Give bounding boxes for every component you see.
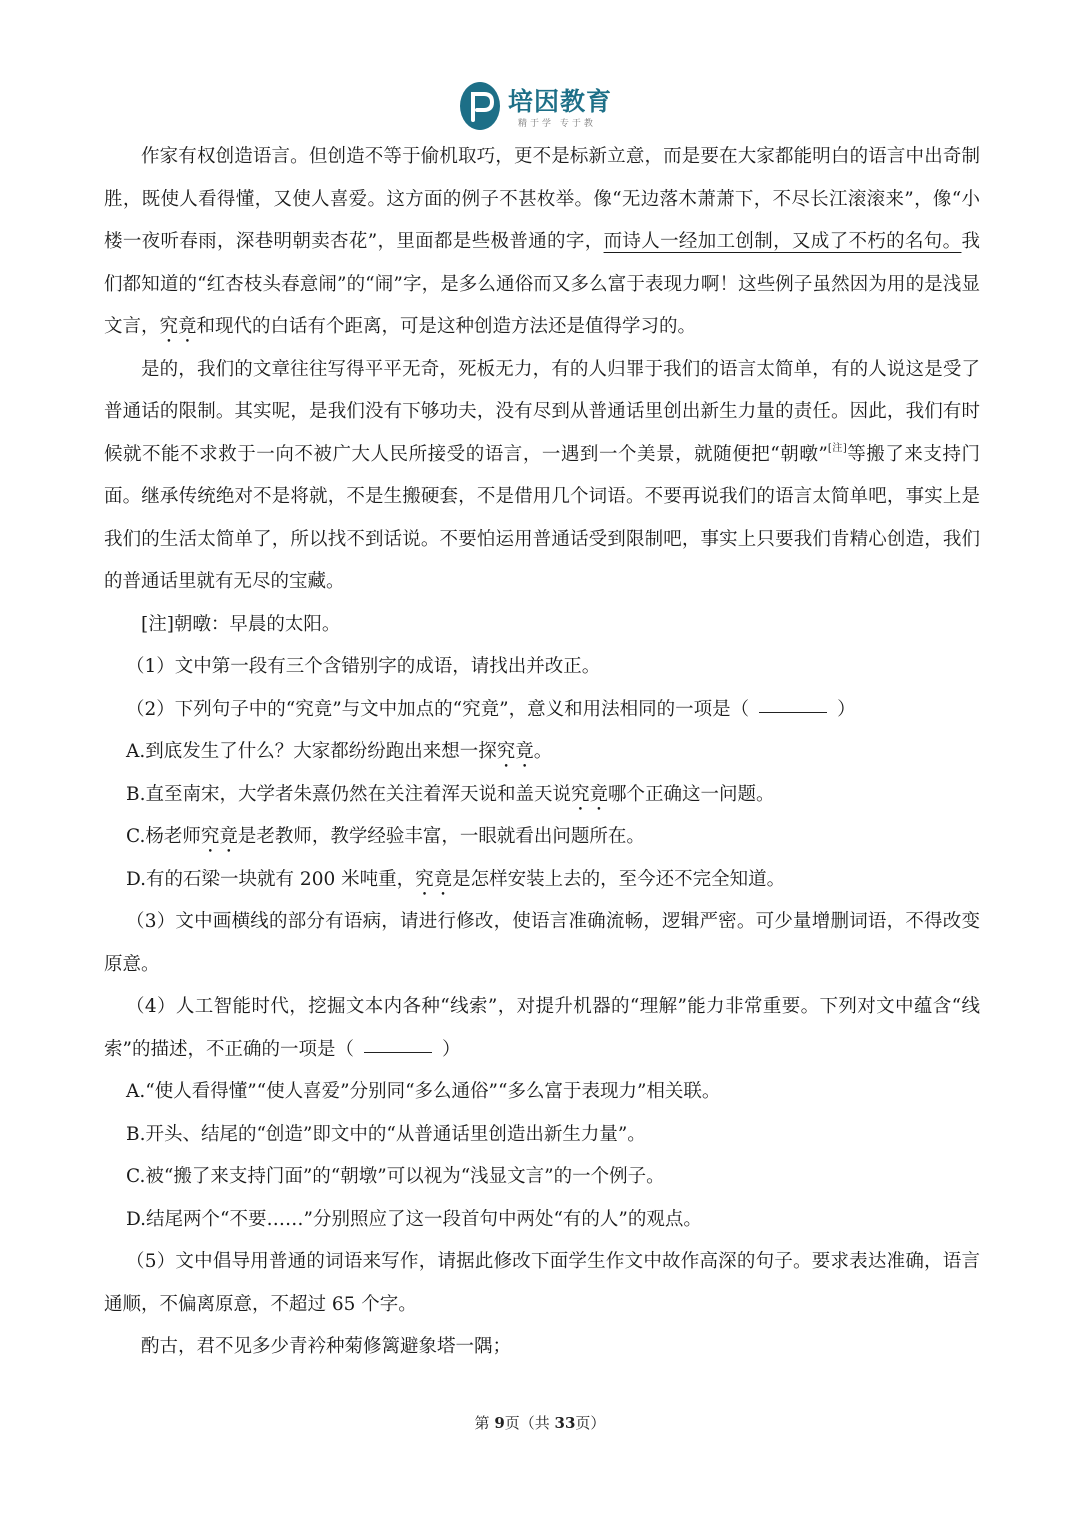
passage-paragraph-2: 是的，我们的文章往往写得平平无奇，死板无力，有的人归罪于我们的语言太简单，有的人说这是受了普通话的限制。其实呢，是我们没有下够功夫，没有尽到从普通话里创出新生力量的责任。因此，我们有时候就不能不求救于一向不被广大人民所接受的语言，一遇到一个美景，就随便把“朝暾”[注]等搬了来支持门面。继承传统绝对不是将就，不是生搬硬套，不是借用几个词语。不要再说我们的语言太简单吧，事实上是我们的生活太简单了，所以找不到话说。不要怕运用普通话受到限制吧，事实上只要我们肯精心创造，我们的普通话里就有无尽的宝藏。	[104, 358, 980, 592]
question-2-option-a: A.到底发生了什么？大家都纷纷跑出来想一探究竟。	[126, 741, 553, 762]
footnote-marker: [注]	[827, 442, 847, 454]
question-2-option-b: B.直至南宋，大学者朱熹仍然在关注着浑天说和盖天说究竟哪个正确这一问题。	[126, 783, 775, 805]
answer-blank	[364, 1038, 432, 1053]
footnote: [注]朝暾：早晨的太阳。	[141, 613, 341, 635]
page-header	[0, 78, 1080, 138]
dotted-word: 究竟	[159, 316, 197, 337]
question-2: （2）下列句子中的“究竟”与文中加点的“究竟”，意义和用法相同的一项是（ ）	[126, 698, 856, 720]
total-pages: 33	[554, 1414, 576, 1432]
underlined-sentence: 而诗人一经加工创制，又成了不朽的名句。	[603, 231, 962, 252]
question-3: （3）文中画横线的部分有语病，请进行修改，使语言准确流畅，逻辑严密。可少量增删词语，不得改变原意。	[104, 911, 980, 975]
question-1: （1）文中第一段有三个含错别字的成语，请找出并改正。	[126, 656, 601, 677]
passage-paragraph-1: 作家有权创造语言。但创造不等于偷机取巧，更不是标新立意，而是要在大家都能明白的语言中出奇制胜，既使人看得懂，又使人喜爱。这方面的例子不甚枚举。像“无边落木萧萧下，不尽长江滚滚来”，像“小楼一夜听春雨，深巷明朝卖杏花”，里面都是些极普通的字，而诗人一经加工创制，又成了不朽的名句。我们都知道的“红杏枝头春意闹”的“闹”字，是多么通俗而又多么富于表现力啊！这些例子虽然因为用的是浅显文言，究竟和现代的白话有个距离，可是这种创造方法还是值得学习的。	[104, 146, 980, 337]
brand-logo	[458, 78, 628, 134]
question-4-option-a: A.“使人看得懂”“使人喜爱”分别同“多么通俗”“多么富于表现力”相关联。	[126, 1081, 721, 1102]
question-4-option-b: B.开头、结尾的“创造”即文中的“从普通话里创造出新生力量”。	[126, 1123, 646, 1145]
question-4-option-d: D.结尾两个“不要……”分别照应了这一段首句中两处“有的人”的观点。	[126, 1208, 702, 1230]
question-2-option-c: C.杨老师究竟是老教师，教学经验丰富，一眼就看出问题所在。	[126, 826, 645, 847]
question-2-option-d: D.有的石梁一块就有 200 米吨重，究竟是怎样安装上去的，至今还不完全知道。	[126, 868, 786, 890]
question-4-option-c: C.被“搬了来支持门面”的“朝墩”可以视为“浅显文言”的一个例子。	[126, 1166, 665, 1187]
answer-blank	[759, 698, 827, 713]
brand-name: 培因教育	[508, 87, 613, 116]
page-content	[104, 136, 980, 1369]
page-footer: 第 9页（共 33页）	[474, 1414, 606, 1432]
question-4: （4）人工智能时代，挖掘文本内各种“线索”，对提升机器的“理解”能力非常重要。下列对文中蕴含“线索”的描述，不正确的一项是（ ）	[104, 996, 980, 1060]
page-number: 9	[494, 1414, 505, 1432]
question-5: （5）文中倡导用普通的词语来写作，请据此修改下面学生作文中故作高深的句子。要求表达准确，语言通顺，不偏离原意，不超过 65 个字。	[104, 1251, 980, 1315]
brand-slogan: 精于学 专于教	[518, 119, 596, 129]
brand-p-icon	[458, 80, 504, 132]
question-5-sentence: 酌古，君不见多少青衿种菊修篱避象塔一隅；	[141, 1336, 512, 1357]
